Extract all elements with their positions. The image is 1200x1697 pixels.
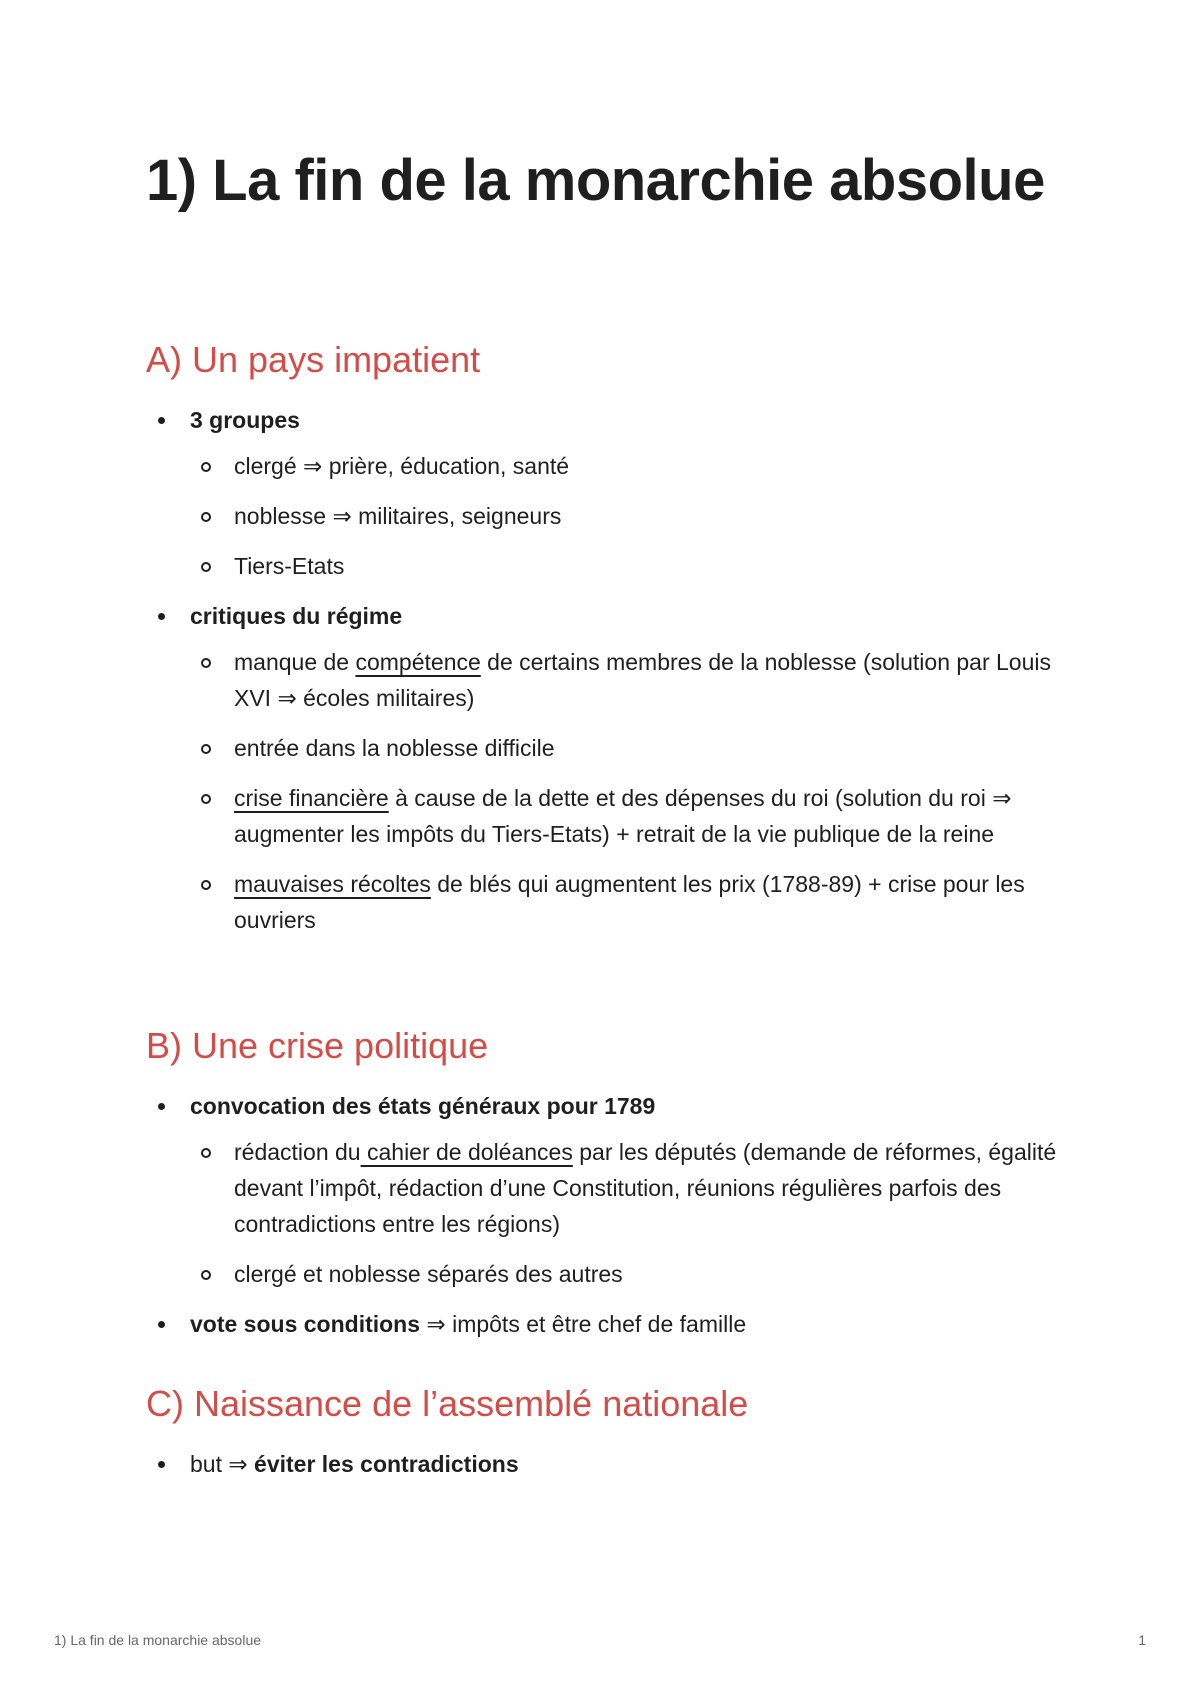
list-item bbox=[190, 1134, 1066, 1242]
list-item: entrée dans la noblesse difficile bbox=[190, 730, 1066, 766]
underlined-text: mauvaises récoltes bbox=[234, 871, 431, 897]
section-b-list bbox=[146, 1088, 1066, 1342]
section-heading-a: A) Un pays impatient bbox=[146, 339, 481, 380]
section-a-list bbox=[146, 402, 1066, 952]
list-item: noblesse ⇒ militaires, seigneurs bbox=[190, 498, 1066, 534]
text: rédaction du bbox=[234, 1139, 361, 1165]
text: de certains membres de la noblesse (solution par Louis XVI ⇒ écoles militaires) bbox=[234, 649, 1051, 711]
list-item: Tiers-Etats bbox=[190, 548, 1066, 584]
footer-title: 1) La fin de la monarchie absolue bbox=[54, 1632, 262, 1648]
section-heading-b: B) Une crise politique bbox=[146, 1025, 489, 1066]
group-label: 3 groupes bbox=[190, 407, 300, 433]
list-item bbox=[146, 598, 1066, 938]
text: but ⇒ bbox=[190, 1451, 255, 1477]
section-heading-c: C) Naissance de l’assemblé nationale bbox=[146, 1383, 749, 1424]
text: ⇒ impôts et être chef de famille bbox=[420, 1311, 747, 1337]
text: de blés qui augmentent les prix (1788-89) + crise pour les ouvriers bbox=[234, 871, 1025, 933]
page-footer bbox=[54, 1632, 1146, 1648]
group-label: convocation des états généraux pour 1789 bbox=[190, 1093, 656, 1119]
group-label: vote sous conditions bbox=[190, 1311, 421, 1337]
group-label: critiques du régime bbox=[190, 603, 403, 629]
text: manque de bbox=[234, 649, 356, 675]
list-item: clergé ⇒ prière, éducation, santé bbox=[190, 448, 1066, 484]
list-item bbox=[146, 1088, 1066, 1292]
list-item bbox=[190, 644, 1066, 716]
page-number: 1 bbox=[1138, 1632, 1146, 1648]
underlined-text: crise financière bbox=[234, 785, 389, 811]
underlined-text: compétence bbox=[355, 649, 481, 675]
text: à cause de la dette et des dépenses du roi (solution du roi ⇒ augmenter les impôts du Tiers-Etats) + retrait de la vie publique de la reine bbox=[234, 785, 1012, 847]
list-item bbox=[146, 1446, 1066, 1482]
list-item bbox=[146, 402, 1066, 584]
bold-text: éviter les contradictions bbox=[254, 1451, 519, 1477]
list-item bbox=[146, 1306, 1066, 1342]
list-item bbox=[190, 866, 1066, 938]
page-content bbox=[146, 146, 1066, 1477]
page-title: 1) La fin de la monarchie absolue bbox=[146, 148, 1045, 213]
text: par les députés (demande de réformes, égalité devant l’impôt, rédaction d’une Constitution, réunions régulières parfois des contradictions entre les régions) bbox=[234, 1139, 1057, 1237]
list-item bbox=[190, 780, 1066, 852]
list-item: clergé et noblesse séparés des autres bbox=[190, 1256, 1066, 1292]
section-c-list bbox=[146, 1446, 1066, 1482]
underlined-text: cahier de doléances bbox=[360, 1139, 573, 1165]
